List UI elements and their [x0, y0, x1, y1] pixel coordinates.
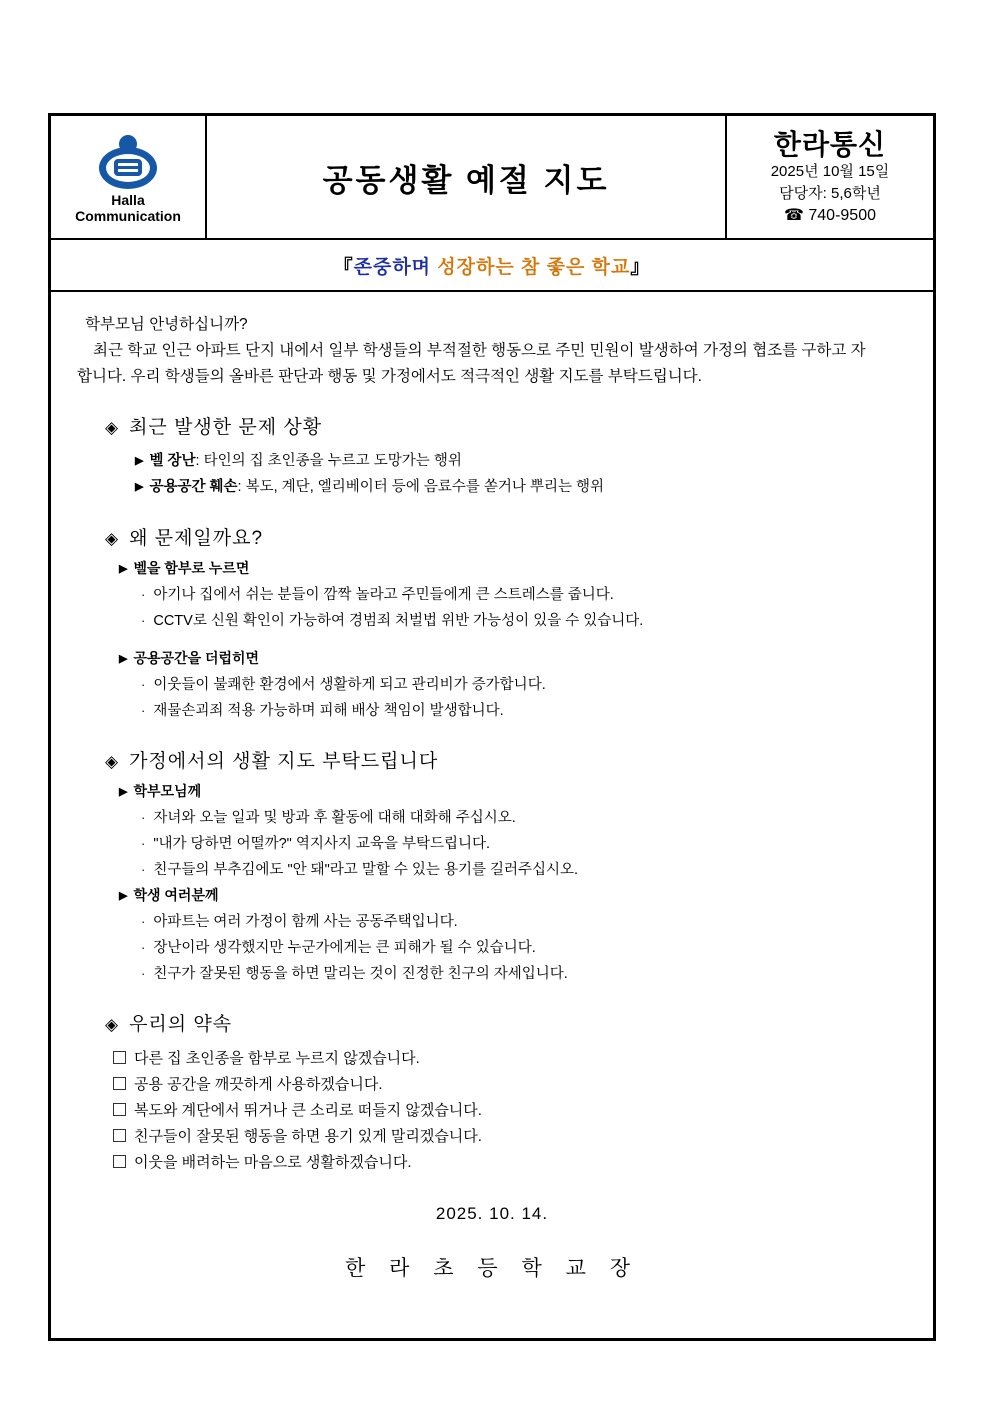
slogan-close-bracket: 』	[630, 256, 651, 278]
slogan-part1: 존중하며	[353, 256, 432, 278]
triangle-bullet-icon: ▶	[135, 455, 144, 467]
dot-bullet-icon: ·	[141, 914, 146, 929]
person-in-charge: 담당자: 5,6학년	[779, 185, 881, 202]
list-item	[141, 582, 907, 608]
list-item-text: : 타인의 집 초인종을 누르고 도망가는 행위	[195, 453, 462, 469]
sub-group-head	[119, 883, 907, 909]
phone-number: ☎ 740-9500	[784, 207, 876, 224]
checklist-item-text: 복도와 계단에서 뛰거나 큰 소리로 떠들지 않겠습니다.	[134, 1102, 482, 1119]
school-slogan	[51, 240, 933, 292]
list-item-text: 아기나 집에서 쉬는 분들이 깜짝 놀라고 주민들에게 큰 스트레스를 줍니다.	[153, 587, 614, 603]
document-header	[51, 116, 933, 240]
sub-group-head	[119, 556, 907, 582]
bullet-list	[141, 582, 907, 634]
section-title	[105, 412, 907, 439]
sub-group	[119, 779, 907, 987]
list-item	[141, 608, 907, 634]
page-title: 공동생활 예절 지도	[322, 162, 610, 198]
logo-label-line1: Halla	[111, 191, 145, 208]
section-title	[105, 746, 907, 773]
sub-group-head-text: 학부모님께	[133, 783, 202, 799]
list-item	[141, 935, 907, 961]
checkbox-icon[interactable]	[113, 1077, 126, 1090]
checkbox-icon[interactable]	[113, 1129, 126, 1142]
sub-group	[119, 556, 907, 724]
list-item	[141, 805, 907, 831]
list-item-label: 공용공간 훼손	[149, 479, 238, 495]
list-item-text: 친구가 잘못된 행동을 하면 말리는 것이 진정한 친구의 자세입니다.	[153, 966, 568, 982]
list-item	[141, 698, 907, 724]
list-item	[141, 672, 907, 698]
section-title	[105, 523, 907, 550]
list-item	[141, 961, 907, 987]
dot-bullet-icon: ·	[141, 703, 146, 718]
logo-label-line2: Communication	[75, 207, 181, 224]
triangle-bullet-icon: ▶	[119, 563, 128, 575]
document-body	[51, 292, 933, 1292]
diamond-icon: ◈	[105, 1015, 120, 1034]
checkbox-icon[interactable]	[113, 1051, 126, 1064]
checklist-item[interactable]	[113, 1072, 907, 1098]
bullet-list	[141, 805, 907, 883]
sub-group-head-text: 벨을 함부로 누르면	[133, 560, 250, 576]
dot-bullet-icon: ·	[141, 966, 146, 981]
notice-sheet	[48, 113, 936, 1341]
intro-greeting: 학부모님 안녕하십니까?	[85, 316, 248, 333]
list-item-text: 이웃들이 불쾌한 환경에서 생활하게 되고 관리비가 증가합니다.	[153, 677, 546, 693]
newsletter-name: 한라통신	[773, 129, 887, 160]
checklist-item-text: 다른 집 초인종을 함부로 누르지 않겠습니다.	[134, 1050, 420, 1067]
dot-bullet-icon: ·	[141, 587, 146, 602]
list-item-text: 자녀와 오늘 일과 및 방과 후 활동에 대해 대화해 주십시오.	[153, 810, 516, 826]
list-item	[135, 449, 907, 475]
list-item	[141, 857, 907, 883]
diamond-icon: ◈	[105, 752, 120, 771]
section-title	[105, 1009, 907, 1036]
checklist-item-text: 이웃을 배려하는 마음으로 생활하겠습니다.	[134, 1154, 412, 1171]
dot-bullet-icon: ·	[141, 810, 146, 825]
section-title-text: 가정에서의 생활 지도 부탁드립니다	[129, 751, 439, 772]
sub-group-head	[119, 779, 907, 805]
list-item-text: "내가 당하면 어떨까?" 역지사지 교육을 부탁드립니다.	[153, 836, 491, 852]
section-title-text: 최근 발생한 문제 상황	[129, 417, 323, 438]
dot-bullet-icon: ·	[141, 836, 146, 851]
list-item-text: 장난이라 생각했지만 누군가에게는 큰 피해가 될 수 있습니다.	[153, 940, 536, 956]
list-item-text: 친구들의 부추김에도 "안 돼"라고 말할 수 있는 용기를 길러주십시오.	[153, 862, 579, 878]
bullet-list	[141, 672, 907, 724]
slogan-part2: 성장하는 참 좋은 학교	[437, 256, 631, 278]
intro-paragraph-1: 최근 학교 인근 아파트 단지 내에서 일부 학생들의 부적절한 행동으로 주민 민원이 발생하여 가정의 협조를 구하고 자	[93, 342, 866, 359]
section-item-list	[135, 449, 907, 501]
signature-line: 한 라 초 등 학 교 장	[344, 1257, 639, 1280]
school-logo-cell	[51, 116, 207, 238]
checkbox-icon[interactable]	[113, 1155, 126, 1168]
dot-bullet-icon: ·	[141, 677, 146, 692]
issue-date-footer: 2025. 10. 14.	[435, 1204, 549, 1223]
section-title-text: 우리의 약속	[129, 1014, 233, 1035]
list-item-text: 아파트는 여러 가정이 함께 사는 공동주택입니다.	[153, 914, 458, 930]
sub-group-head-text: 공용공간을 더럽히면	[133, 650, 260, 666]
dot-bullet-icon: ·	[141, 862, 146, 877]
section-title-text: 왜 문제일까요?	[129, 528, 264, 549]
section-recent-issues	[77, 412, 907, 501]
diamond-icon: ◈	[105, 529, 120, 548]
document-title-cell	[207, 116, 727, 238]
sub-group-head-text: 학생 여러분께	[133, 887, 219, 903]
halla-communication-logo-icon	[97, 135, 159, 191]
section-our-promise	[77, 1009, 907, 1176]
diamond-icon: ◈	[105, 418, 120, 437]
list-item	[135, 475, 907, 501]
list-item	[141, 831, 907, 857]
checkbox-icon[interactable]	[113, 1103, 126, 1116]
triangle-bullet-icon: ▶	[119, 890, 128, 902]
checklist-item[interactable]	[113, 1150, 907, 1176]
list-item-text: CCTV로 신원 확인이 가능하여 경범죄 처벌법 위반 가능성이 있을 수 있습니다.	[153, 613, 644, 629]
list-item-label: 벨 장난	[149, 453, 196, 469]
intro-block	[77, 312, 907, 390]
triangle-bullet-icon: ▶	[119, 653, 128, 665]
promise-checklist	[113, 1046, 907, 1176]
checklist-item[interactable]	[113, 1124, 907, 1150]
checklist-item-text: 친구들이 잘못된 행동을 하면 용기 있게 말리겠습니다.	[134, 1128, 482, 1145]
intro-paragraph-2: 합니다. 우리 학생들의 올바른 판단과 행동 및 가정에서도 적극적인 생활 지도를 부탁드립니다.	[77, 368, 702, 385]
list-item-text: : 복도, 계단, 엘리베이터 등에 음료수를 쏟거나 뿌리는 행위	[237, 479, 605, 495]
section-why-problem	[77, 523, 907, 724]
checklist-item[interactable]	[113, 1046, 907, 1072]
bullet-list	[141, 909, 907, 987]
triangle-bullet-icon: ▶	[135, 481, 144, 493]
list-item-text: 재물손괴죄 적용 가능하며 피해 배상 책임이 발생합니다.	[153, 703, 504, 719]
dot-bullet-icon: ·	[141, 940, 146, 955]
sub-group-head	[119, 646, 907, 672]
newsletter-meta-cell	[727, 116, 933, 238]
slogan-open-bracket: 『	[333, 256, 354, 278]
issue-date: 2025년 10월 15일	[770, 163, 890, 180]
checklist-item-text: 공용 공간을 깨끗하게 사용하겠습니다.	[134, 1076, 383, 1093]
section-home-guidance	[77, 746, 907, 987]
checklist-item[interactable]	[113, 1098, 907, 1124]
triangle-bullet-icon: ▶	[119, 786, 128, 798]
list-item	[141, 909, 907, 935]
dot-bullet-icon: ·	[141, 613, 146, 628]
